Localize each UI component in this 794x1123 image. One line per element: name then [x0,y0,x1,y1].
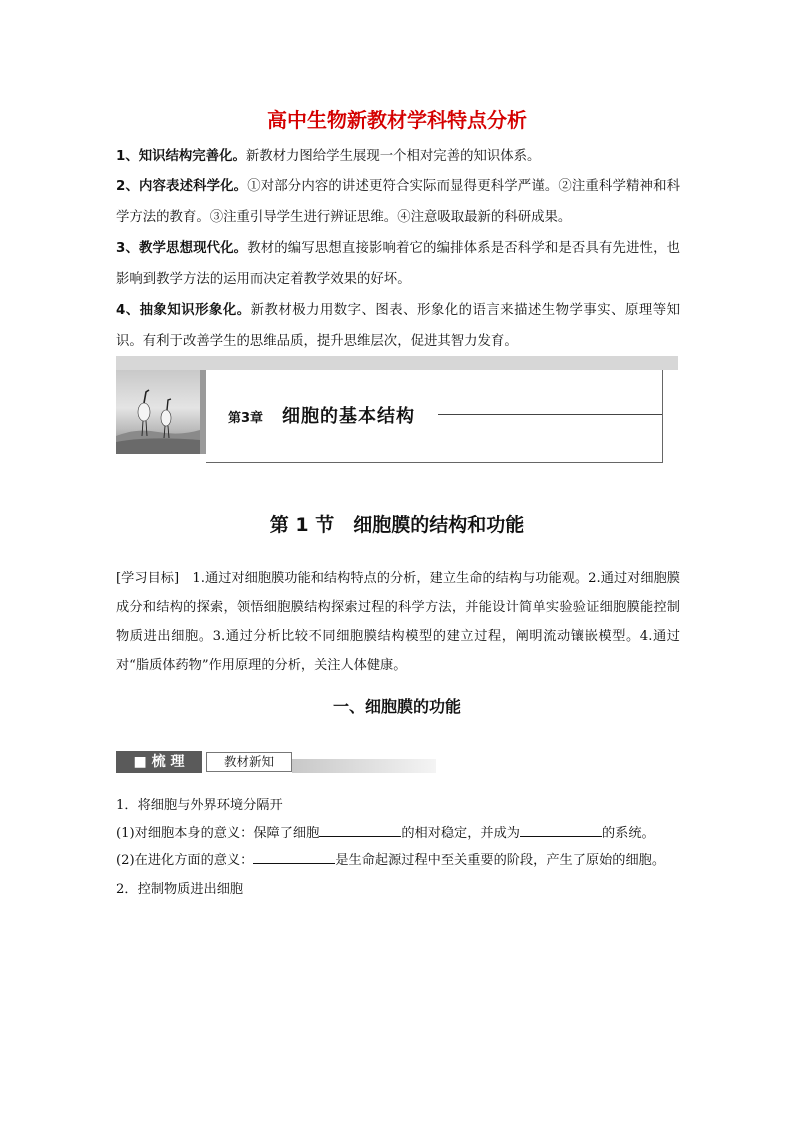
item-2: 2．控制物质进出细胞 [116,882,244,897]
crane-illustration-icon [116,370,200,454]
item-1-line-2-text-b: 是生命起源过程中至关重要的阶段，产生了原始的细胞。 [335,853,666,868]
fill-blank-1[interactable] [319,822,401,837]
chapter-number: 第3章 [228,411,264,426]
feature-2-head: 2、内容表述科学化。 [116,179,248,194]
feature-3-body: 教材的编写思想直接影响着它的编排体系是否科学和是否具有先进性，也影响到教学方法的运用而决定着教学效果的好坏。 [116,241,680,287]
crane-photo [116,370,200,454]
banner-frame [206,370,663,463]
feature-2 [116,171,680,233]
feature-4-head: 4、抽象知识形象化。 [116,303,251,318]
tag-sort-label: ■ 梳 理 [116,751,202,773]
feature-4-body: 新教材极力用数字、图表、形象化的语言来描述生物学事实、原理等知识。有利于改善学生的思维品质，提升思维层次，促进其智力发育。 [116,303,681,349]
chapter-rule [438,414,662,415]
feature-3-head: 3、教学思想现代化。 [116,241,248,256]
tag-new-knowledge-label: 教材新知 [206,752,292,772]
fill-blank-2[interactable] [520,822,602,837]
fill-blank-3[interactable] [253,849,335,864]
section-tag [116,751,436,775]
learning-goals: [学习目标] 1.通过对细胞膜功能和结构特点的分析，建立生命的结构与功能观。2.通过对细胞膜成分和结构的探索，领悟细胞膜结构探索过程的科学方法，并能设计简单实验验证细胞膜能控制物质进出细胞。3.通过分析比较不同细胞膜结构模型的建立过程，阐明流动镶嵌模型。4.通过对“脂质体药物”作用原理的分析，关注人体健康。 [116,571,680,673]
chapter-banner [116,356,678,464]
item-1-line-2 [116,849,696,868]
subsection-title: 一、细胞膜的功能 [332,697,461,716]
feature-4 [116,295,680,357]
banner-top-bar [116,356,678,370]
item-1-line-1-text-c: 的系统。 [602,826,655,841]
page-title: 高中生物新教材学科特点分析 [267,108,527,132]
item-1-line-1-text-a: (1)对细胞本身的意义：保障了细胞 [116,826,320,841]
item-1-line-1 [116,822,696,841]
feature-1-head: 1、知识结构完善化。 [116,149,246,164]
item-1-line-1-text-b: 的相对稳定，并成为 [401,826,520,841]
feature-3 [116,233,680,295]
section-title: 第 1 节 细胞膜的结构和功能 [269,514,525,536]
chapter-title: 细胞的基本结构 [282,406,415,427]
item-1: 1．将细胞与外界环境分隔开 [116,798,283,813]
feature-1 [116,141,680,172]
item-1-line-2-text-a: (2)在进化方面的意义： [116,853,254,868]
feature-2-body: ①对部分内容的讲述更符合实际而显得更科学严谨。②注重科学精神和科学方法的教育。③注重引导学生进行辨证思维。④注意吸取最新的科研成果。 [116,179,680,225]
tag-fade-bar [292,759,436,773]
feature-1-body: 新教材力图给学生展现一个相对完善的知识体系。 [245,149,541,164]
